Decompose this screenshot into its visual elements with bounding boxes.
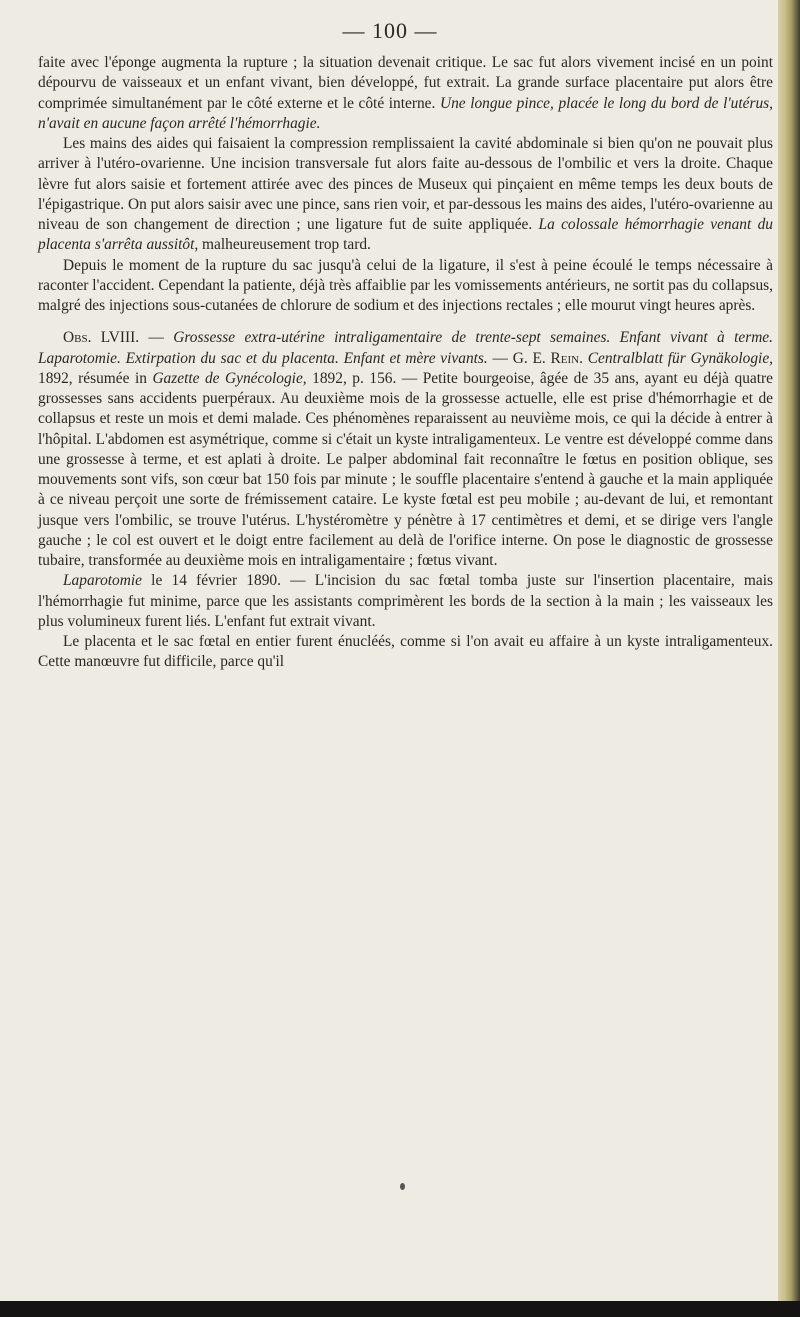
observation-title: Grossesse extra-utérine intraligamentaire de trente-sept semaines. Enfant vivant à terme. Laparotomie. Extirpation du sac et du placenta. Enfant et mère vivants. [38, 329, 773, 367]
observation-journal: Centralblatt für Gynäkologie, [587, 349, 774, 367]
paragraph-6-text: Le placenta et le sac fœtal en entier furent énucléés, comme si l'on avait eu affaire à un kyste intraligamenteux. Cette manœuvre fut difficile, parce qu'il [38, 633, 773, 671]
observation-lviii [38, 328, 773, 571]
paragraph-laparotomie [38, 571, 773, 632]
observation-text-2: 1892, p. 156. — Petite bourgeoise, âgée de 35 ans, ayant eu déjà quatre grossesses sans accidents puerpéraux. Au deuxième mois de la grossesse actuelle, elle est prise d'hémorrhagie et de collapsus et reste un mois et demi malade. Ces phénomènes reparaissent au neuvième mois, ce qui la décide à entrer à l'hôpital. L'abdomen est asymétrique, comme si c'était un kyste intraligamenteux. Le ventre est développé comme dans une grossesse à terme, et est aplati à droite. Le palper abdominal fait reconnaître le fœtus en position oblique, ses mouvements sont vifs, son cœur bat 150 fois par minute ; le souffle placentaire s'entend à gauche et la main appliquée à ce niveau perçoit une sorte de frémissement cataire. Le kyste fœtal est peu mobile ; au-devant de lui, et remontant jusque vers l'ombilic, se trouve l'utérus. L'hystéromètre y pénètre à 17 centimètres et demi, et se dirige vers l'angle gauche ; le col est ouvert et le doigt entre facilement au delà de l'orifice interne. On pose le diagnostic de grossesse tubaire, transformée au deuxième mois en intraligamentaire ; fœtus vivant. [38, 369, 773, 569]
page-edge-shadow [778, 0, 800, 1317]
observation-author-prefix: — G. E. [487, 349, 551, 367]
paragraph-1 [38, 53, 773, 134]
observation-author: Rein. [550, 349, 583, 367]
bottom-scan-bar [0, 1301, 800, 1317]
paragraph-3 [38, 256, 773, 317]
paragraph-6 [38, 632, 773, 673]
observation-text-1: 1892, résumée in [38, 369, 153, 387]
paragraph-2-end: malheureusement trop tard. [198, 236, 371, 254]
observation-dash: — [139, 329, 174, 347]
paragraph-1-italic: Une longue pince, placée le long du bord de l'utérus, n'avait en aucune façon arrêté l'hémorrhagie. [38, 94, 773, 132]
paragraph-2 [38, 134, 773, 256]
observation-gazette: Gazette de Gynécologie, [152, 369, 307, 387]
paragraph-1-text: faite avec l'éponge augmenta la rupture ; la situation devenait critique. Le sac fut alors vivement incisé en un point dépourvu de vaisseaux et un enfant vivant, bien développé, fut extrait. La grande surface placentaire put alors être comprimée simultanément par le côté externe et le côté interne. [38, 54, 773, 112]
laparotomie-text: le 14 février 1890. — L'incision du sac fœtal tomba juste sur l'insertion placentaire, mais l'hémorrhagie fut minime, parce que les assistants comprimèrent les bords de la section à la main ; les vaisseaux les plus volumineux furent liés. L'enfant fut extrait vivant. [38, 572, 773, 630]
paragraph-3-text: Depuis le moment de la rupture du sac jusqu'à celui de la ligature, il s'est à peine écoulé le temps nécessaire à raconter l'accident. Cependant la patiente, déjà très affaiblie par les vomissements antérieurs, ne sortit pas du collapsus, malgré des injections sous-cutanées de chlorure de sodium et des injections rectales ; elle mourut vingt heures après. [38, 256, 773, 314]
paragraph-2-text: Les mains des aides qui faisaient la compression remplissaient la cavité abdominale si bien qu'on ne pouvait plus arriver à l'utéro-ovarienne. Une incision transversale fut alors faite au-dessous de l'ombilic et vers la droite. Chaque lèvre fut alors saisie et fortement attirée avec des pinces de Museux qui pinçaient en même temps les deux bouts de l'épigastrique. On put alors saisir avec une pince, sans rien voir, et par-dessous les mains des aides, l'utéro-ovarienne au niveau de son changement de direction ; une ligature fut de suite appliquée. [38, 135, 773, 233]
ink-spot [400, 1183, 405, 1190]
observation-label: Obs. LVIII. [63, 329, 140, 347]
laparotomie-label: Laparotomie [63, 572, 142, 590]
paragraph-2-italic: La colossale hémorrhagie venant du placenta s'arrêta aussitôt, [38, 216, 773, 254]
page-body [38, 53, 773, 673]
page-number: — 100 — [342, 18, 438, 43]
